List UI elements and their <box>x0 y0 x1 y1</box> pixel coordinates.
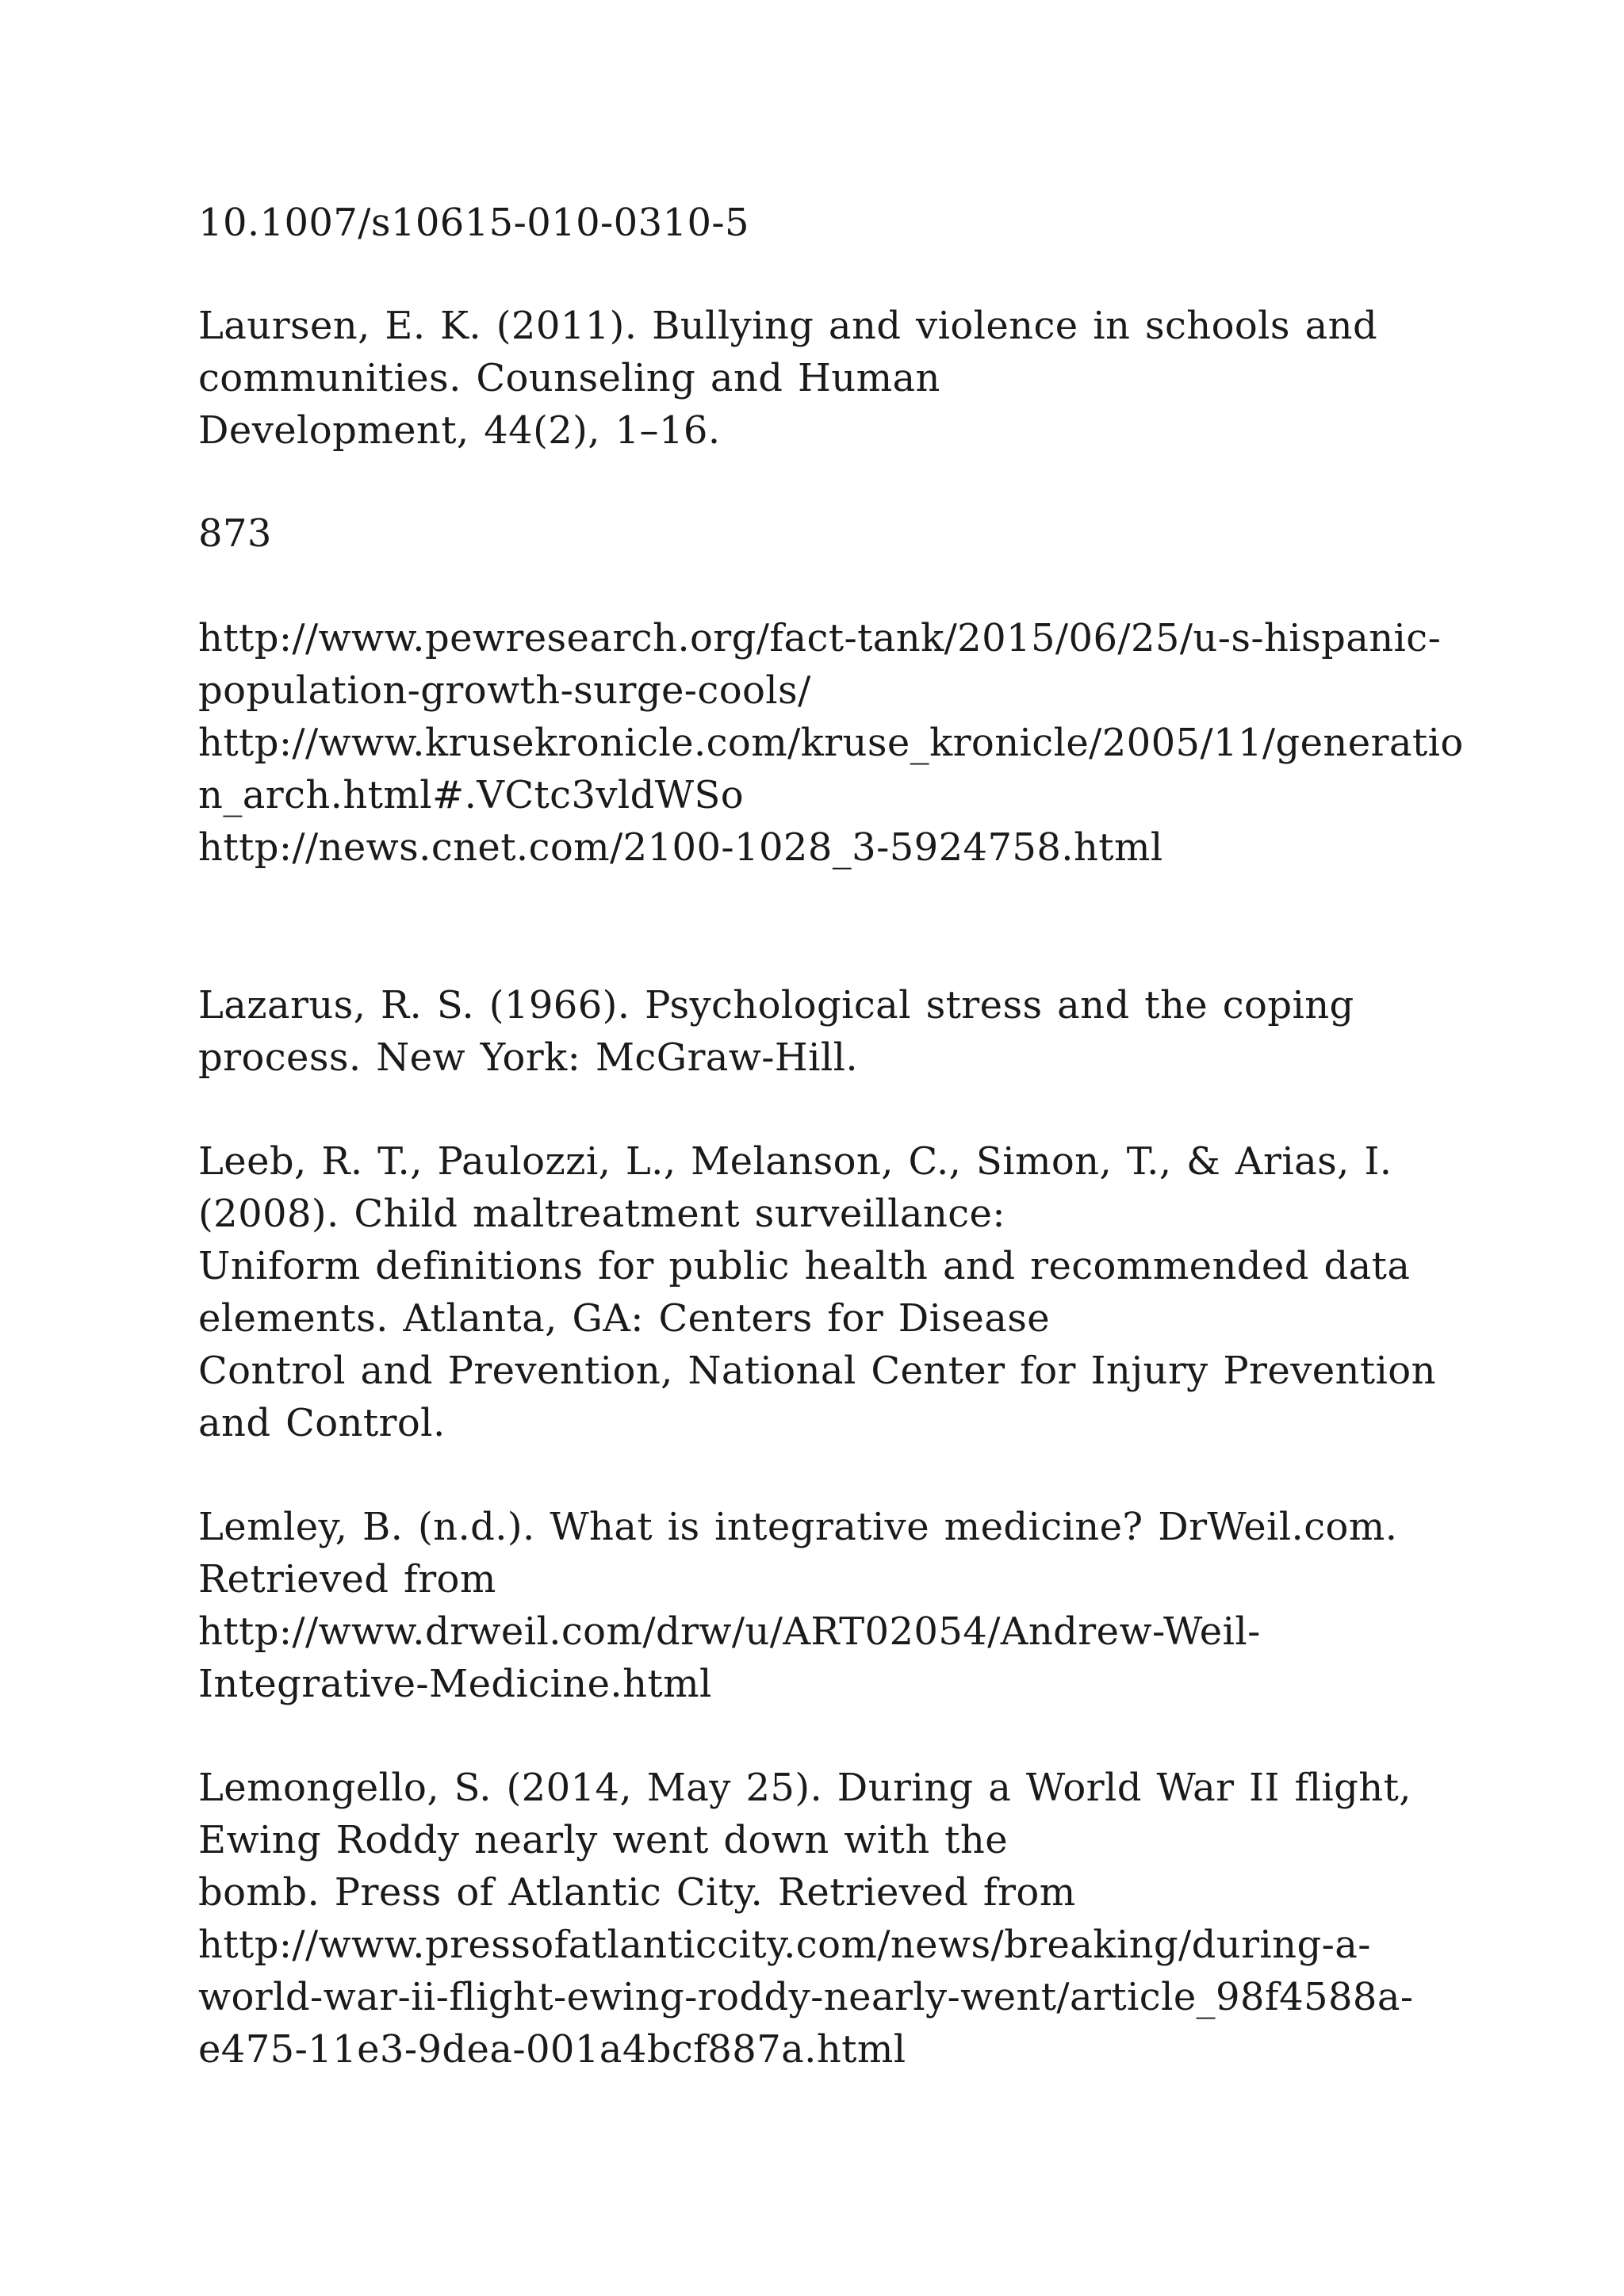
text-line: e475-11e3-9dea-001a4bcf887a.html <box>198 2027 906 2072</box>
text-line: Ewing Roddy nearly went down with the <box>198 1818 1008 1862</box>
text-line: http://www.krusekronicle.com/kruse_kronicle/2005/11/generatio <box>198 721 1464 765</box>
text-line: Laursen, E. K. (2011). Bullying and violence in schools and <box>198 304 1378 348</box>
url-list <box>198 612 1464 874</box>
text-line: world-war-ii-flight-ewing-roddy-nearly-went/article_98f4588a- <box>198 1975 1414 2019</box>
text-line: process. New York: McGraw-Hill. <box>198 1035 859 1080</box>
text-line: http://www.drweil.com/drw/u/ART02054/Andrew-Weil- <box>198 1609 1261 1654</box>
reference-lemley <box>198 1501 1397 1710</box>
reference-lazarus <box>198 979 1354 1084</box>
text-line: (2008). Child maltreatment surveillance: <box>198 1192 1005 1236</box>
text-line: 10.1007/s10615-010-0310-5 <box>198 201 749 245</box>
text-line: elements. Atlanta, GA: Centers for Disease <box>198 1296 1051 1341</box>
doi-fragment <box>198 197 749 249</box>
text-line: population-growth-surge-cools/ <box>198 668 811 713</box>
text-line: http://www.pressofatlanticcity.com/news/breaking/during-a- <box>198 1923 1371 1967</box>
reference-lemongello <box>198 1762 1414 2076</box>
text-line: and Control. <box>198 1401 446 1445</box>
text-line: Integrative-Medicine.html <box>198 1662 712 1706</box>
text-line: Control and Prevention, National Center for Injury Prevention <box>198 1349 1436 1393</box>
reference-laursen <box>198 300 1377 457</box>
text-line: Development, 44(2), 1–16. <box>198 408 721 453</box>
text-line: bomb. Press of Atlantic City. Retrieved from <box>198 1870 1076 1915</box>
text-line: Lemley, B. (n.d.). What is integrative medicine? DrWeil.com. <box>198 1505 1398 1549</box>
text-line: Leeb, R. T., Paulozzi, L., Melanson, C., Simon, T., & Arias, I. <box>198 1139 1392 1184</box>
reference-leeb <box>198 1135 1436 1449</box>
text-line: http://news.cnet.com/2100-1028_3-5924758.html <box>198 825 1163 870</box>
page-number <box>198 507 272 560</box>
text-line: Uniform definitions for public health and recommended data <box>198 1244 1411 1288</box>
text-line: Lazarus, R. S. (1966). Psychological stress and the coping <box>198 983 1354 1027</box>
text-line: Retrieved from <box>198 1557 496 1601</box>
text-line: communities. Counseling and Human <box>198 356 940 400</box>
text-line: Lemongello, S. (2014, May 25). During a World War II flight, <box>198 1766 1411 1810</box>
text-line: n_arch.html#.VCtc3vldWSo <box>198 773 745 817</box>
text-line: 873 <box>198 511 272 556</box>
text-line: http://www.pewresearch.org/fact-tank/2015/06/25/u-s-hispanic- <box>198 616 1442 660</box>
